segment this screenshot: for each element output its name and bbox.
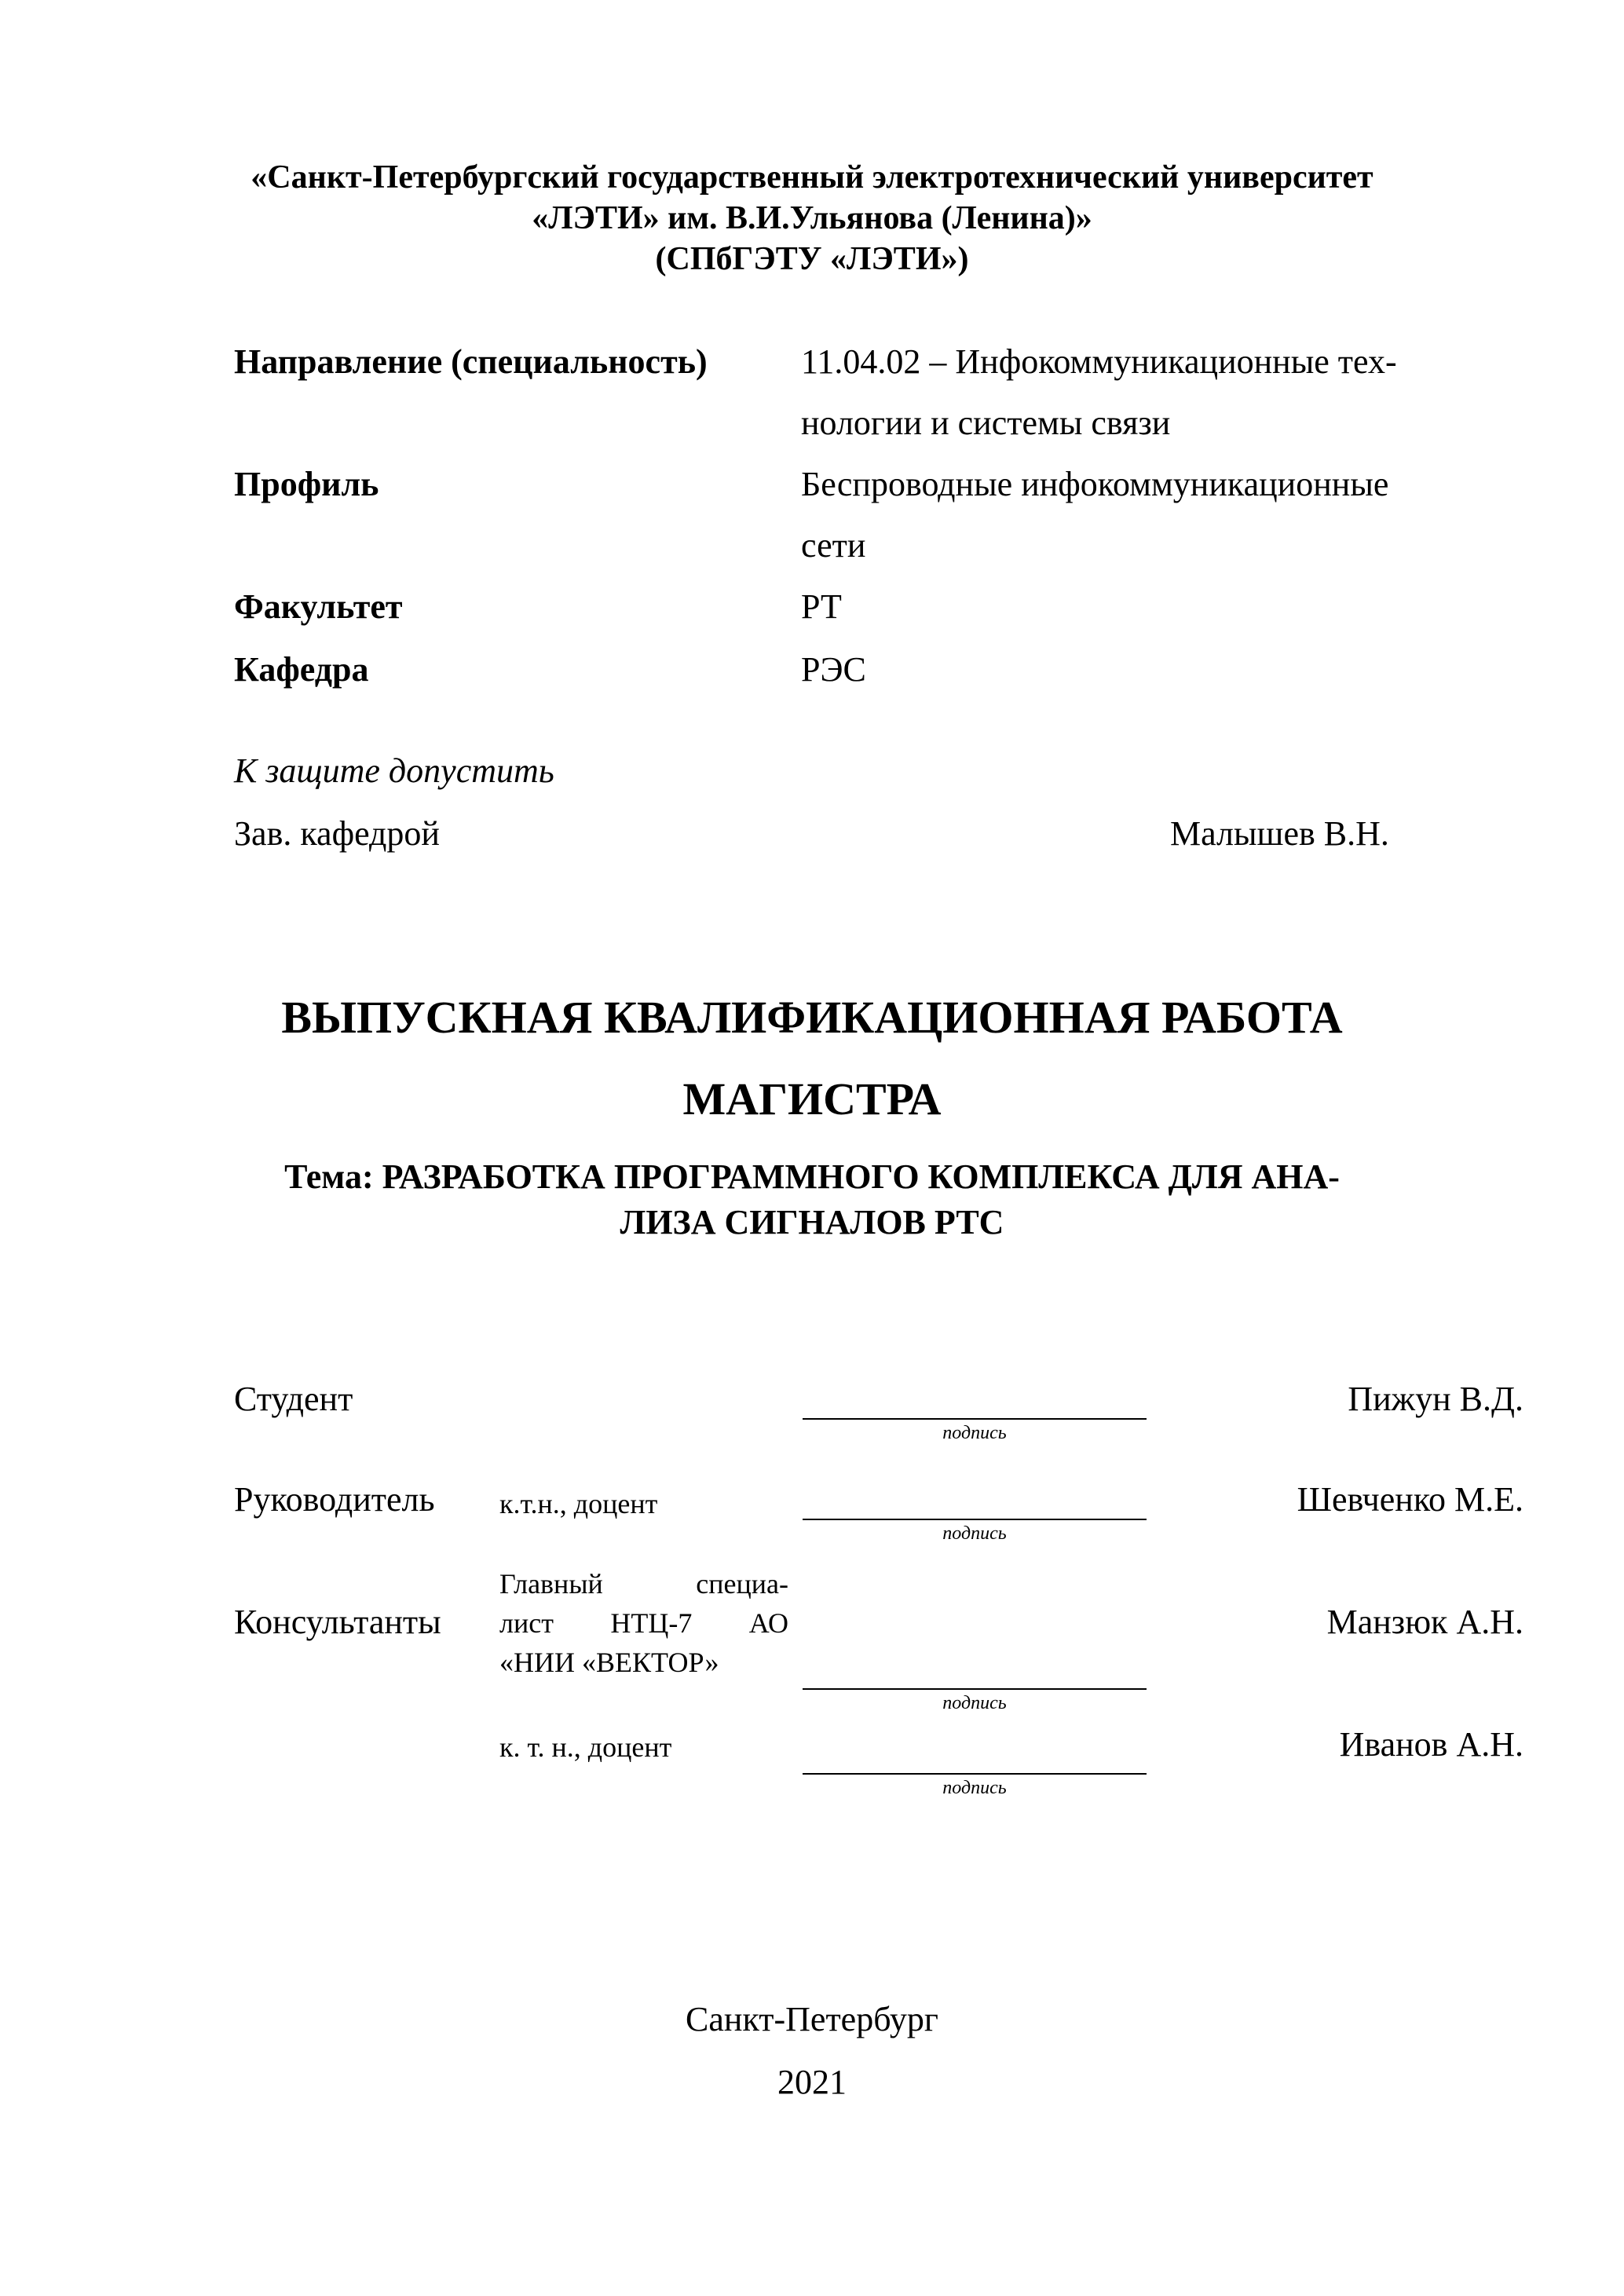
consultant2-signature-line [803, 1773, 1147, 1775]
label-department: Кафедра [234, 650, 369, 689]
consultant1-signature-caption: подпись [942, 1693, 1007, 1713]
thesis-title-line2: МАГИСТРА [682, 1073, 942, 1124]
admission-role: Зав. кафедрой [234, 814, 440, 853]
admission-name: Малышев В.Н. [1170, 814, 1389, 853]
admission-text: К защите допустить [234, 751, 554, 790]
consultant1-title-line1: Главный специа- [499, 1568, 788, 1600]
student-name: Пижун В.Д. [1348, 1380, 1523, 1418]
consultant2-name: Иванов А.Н. [1339, 1725, 1523, 1764]
value-department: РЭС [801, 650, 866, 689]
footer-city: Санкт-Петербург [686, 2000, 938, 2038]
university-abbreviation: (СПбГЭТУ «ЛЭТИ») [655, 241, 969, 277]
value-profile-line1: Беспроводные инфокоммуникационные [801, 465, 1389, 503]
thesis-title-line1: ВЫПУСКНАЯ КВАЛИФИКАЦИОННАЯ РАБОТА [281, 992, 1343, 1043]
consultant1-signature-line [803, 1688, 1147, 1690]
value-direction-line2: нологии и системы связи [801, 404, 1171, 442]
consultant1-title-line2: лист НТЦ-7 АО [499, 1607, 788, 1639]
supervisor-name: Шевченко М.Е. [1297, 1480, 1523, 1519]
supervisor-title: к.т.н., доцент [499, 1488, 658, 1519]
supervisor-signature-line [803, 1519, 1147, 1520]
topic-line1: Тема: РАЗРАБОТКА ПРОГРАММНОГО КОМПЛЕКСА ДЛЯ АНА- [284, 1157, 1340, 1196]
label-faculty: Факультет [234, 587, 403, 626]
value-direction-line1: 11.04.02 – Инфокоммуникационные тех- [801, 342, 1397, 381]
university-name-line2: «ЛЭТИ» им. В.И.Ульянова (Ленина)» [532, 200, 1092, 236]
supervisor-role: Руководитель [234, 1480, 435, 1519]
consultant2-signature-caption: подпись [942, 1778, 1007, 1798]
student-signature-line [803, 1418, 1147, 1420]
value-faculty: РТ [801, 587, 842, 626]
consultant1-title-line3: «НИИ «ВЕКТОР» [499, 1647, 719, 1678]
student-role: Студент [234, 1380, 353, 1418]
label-profile: Профиль [234, 465, 379, 503]
consultants-role: Консультанты [234, 1603, 441, 1641]
consultant1-name: Манзюк А.Н. [1326, 1603, 1523, 1641]
university-name-line1: «Санкт-Петербургский государственный электротехнический университет [251, 159, 1373, 196]
topic-line2: ЛИЗА СИГНАЛОВ РТС [620, 1203, 1004, 1241]
student-signature-caption: подпись [942, 1423, 1007, 1443]
label-direction: Направление (специальность) [234, 342, 708, 381]
value-profile-line2: сети [801, 526, 866, 565]
consultant2-title: к. т. н., доцент [499, 1731, 672, 1763]
supervisor-signature-caption: подпись [942, 1523, 1007, 1544]
footer-year: 2021 [777, 2063, 847, 2101]
